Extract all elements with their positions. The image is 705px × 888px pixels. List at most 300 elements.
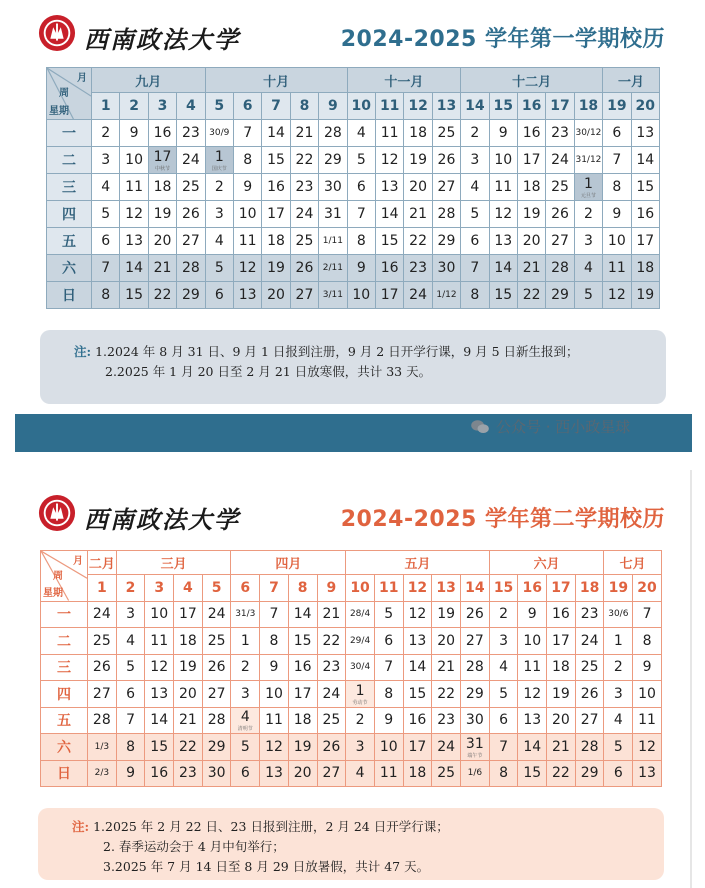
week-number: 5 bbox=[205, 93, 233, 120]
date-cell: 16 bbox=[375, 255, 403, 282]
date-cell: 9 bbox=[518, 601, 547, 628]
date-cell: 8 bbox=[260, 628, 289, 655]
week-number: 4 bbox=[177, 93, 205, 120]
date-cell: 15 bbox=[288, 628, 317, 655]
date-cell: 16 bbox=[145, 760, 174, 787]
weekday-label: 四 bbox=[47, 201, 92, 228]
date-cell: 30 bbox=[202, 760, 231, 787]
week-number: 16 bbox=[518, 575, 547, 602]
month-header: 二月 bbox=[88, 551, 117, 575]
note-text: 3.2025 年 7 月 14 日至 8 月 29 日放暑假，共计 47 天。 bbox=[103, 859, 430, 874]
date-cell: 9 bbox=[489, 120, 517, 147]
date-cell: 22 bbox=[404, 228, 432, 255]
semester1-notes bbox=[40, 330, 666, 404]
holiday-label: 端午节 bbox=[467, 752, 483, 759]
date-cell: 13 bbox=[403, 628, 432, 655]
holiday-label: 国庆节 bbox=[211, 166, 227, 172]
holiday-date-cell bbox=[205, 147, 233, 174]
date-cell: 2 bbox=[574, 201, 602, 228]
date-cell: 28 bbox=[177, 255, 205, 282]
date-cell: 3 bbox=[205, 201, 233, 228]
date-cell: 25 bbox=[177, 174, 205, 201]
week-number: 15 bbox=[489, 93, 517, 120]
month-header-row bbox=[47, 68, 660, 93]
date-cell: 5 bbox=[92, 201, 120, 228]
date-cell: 14 bbox=[403, 654, 432, 681]
date-cell: 3 bbox=[461, 147, 489, 174]
month-header: 十一月 bbox=[347, 68, 461, 93]
date-cell: 29/4 bbox=[346, 628, 375, 655]
corner-label-month: 月 bbox=[73, 556, 83, 567]
date-cell: 24 bbox=[177, 147, 205, 174]
date-cell: 5 bbox=[205, 255, 233, 282]
date-cell: 27 bbox=[202, 681, 231, 708]
watermark bbox=[470, 416, 630, 437]
date-cell: 19 bbox=[288, 734, 317, 761]
week-number: 9 bbox=[319, 93, 347, 120]
week-number: 1 bbox=[88, 575, 117, 602]
date-cell: 12 bbox=[403, 601, 432, 628]
date-cell: 24 bbox=[575, 628, 604, 655]
date-cell: 30 bbox=[432, 255, 460, 282]
weekday-label: 五 bbox=[47, 228, 92, 255]
university-logo-icon bbox=[38, 494, 76, 532]
date-cell: 10 bbox=[603, 228, 631, 255]
date-cell: 31 bbox=[319, 201, 347, 228]
date-cell: 25 bbox=[546, 174, 574, 201]
date-cell: 28 bbox=[319, 120, 347, 147]
date-cell: 28 bbox=[88, 707, 117, 734]
week-number: 4 bbox=[174, 575, 203, 602]
date-cell: 28/4 bbox=[346, 601, 375, 628]
date-cell: 10 bbox=[145, 601, 174, 628]
note-text: 1.2025 年 2 月 22 日、23 日报到注册，2 月 24 日开学行课； bbox=[89, 819, 449, 834]
weekday-label: 日 bbox=[41, 760, 88, 787]
holiday-date-cell bbox=[148, 147, 176, 174]
date-cell: 15 bbox=[518, 760, 547, 787]
date-cell: 30 bbox=[460, 707, 489, 734]
note-label: 注: bbox=[72, 819, 90, 834]
date-cell: 12 bbox=[120, 201, 148, 228]
week-number: 19 bbox=[604, 575, 633, 602]
holiday-date-cell bbox=[231, 707, 260, 734]
date-cell: 19 bbox=[432, 601, 461, 628]
date-cell: 17 bbox=[517, 147, 545, 174]
date-cell: 10 bbox=[374, 734, 403, 761]
note-line bbox=[72, 857, 664, 877]
month-header: 五月 bbox=[346, 551, 490, 575]
date-cell: 30/9 bbox=[205, 120, 233, 147]
date-cell: 2 bbox=[205, 174, 233, 201]
date-cell: 8 bbox=[347, 228, 375, 255]
date-cell: 17 bbox=[288, 681, 317, 708]
date-cell: 13 bbox=[631, 120, 659, 147]
corner-label-month: 月 bbox=[77, 73, 87, 84]
date-cell: 21 bbox=[404, 201, 432, 228]
university-logo-icon bbox=[38, 14, 76, 52]
holiday-date-cell bbox=[460, 734, 489, 761]
date-cell: 18 bbox=[403, 760, 432, 787]
weekday-label: 三 bbox=[41, 654, 88, 681]
date-cell: 4 bbox=[116, 628, 145, 655]
weekday-label: 日 bbox=[47, 282, 92, 309]
date-cell: 5 bbox=[461, 201, 489, 228]
date-cell: 9 bbox=[603, 201, 631, 228]
month-header: 七月 bbox=[604, 551, 661, 575]
weekday-row bbox=[47, 174, 660, 201]
date-cell: 29 bbox=[177, 282, 205, 309]
month-header: 三月 bbox=[116, 551, 231, 575]
date-cell: 21 bbox=[432, 654, 461, 681]
date-cell: 8 bbox=[461, 282, 489, 309]
corner-cell bbox=[41, 551, 88, 602]
date-cell: 16 bbox=[148, 120, 176, 147]
date-cell: 29 bbox=[202, 734, 231, 761]
university-name: 西南政法大学 bbox=[84, 25, 240, 54]
date-cell: 10 bbox=[633, 681, 662, 708]
corner-label-week: 周 bbox=[59, 88, 69, 99]
date-cell: 23 bbox=[432, 707, 461, 734]
date-cell: 13 bbox=[145, 681, 174, 708]
date-cell: 1/12 bbox=[432, 282, 460, 309]
date-cell: 7 bbox=[603, 147, 631, 174]
date-cell: 4 bbox=[347, 120, 375, 147]
date-cell: 1/11 bbox=[319, 228, 347, 255]
calendar-title: 2024-2025 学年第二学期校历 bbox=[340, 507, 665, 532]
date-cell: 19 bbox=[517, 201, 545, 228]
date-cell: 10 bbox=[489, 147, 517, 174]
date-cell: 4 bbox=[604, 707, 633, 734]
date-cell: 25 bbox=[432, 120, 460, 147]
weekday-label: 一 bbox=[41, 601, 88, 628]
date-cell: 17 bbox=[375, 282, 403, 309]
date-cell: 12 bbox=[233, 255, 261, 282]
date-cell: 20 bbox=[517, 228, 545, 255]
week-number: 11 bbox=[374, 575, 403, 602]
semester2-header bbox=[0, 494, 705, 534]
date-cell: 13 bbox=[233, 282, 261, 309]
week-number: 11 bbox=[375, 93, 403, 120]
date-cell: 30/4 bbox=[346, 654, 375, 681]
date-cell: 5 bbox=[574, 282, 602, 309]
date-cell: 19 bbox=[631, 282, 659, 309]
date-cell: 4 bbox=[574, 255, 602, 282]
date-cell: 13 bbox=[633, 760, 662, 787]
date-cell: 1 bbox=[604, 628, 633, 655]
week-number: 20 bbox=[631, 93, 659, 120]
date-cell: 16 bbox=[403, 707, 432, 734]
date-cell: 17 bbox=[174, 601, 203, 628]
date-cell: 27 bbox=[317, 760, 346, 787]
week-number: 9 bbox=[317, 575, 346, 602]
date-cell: 25 bbox=[575, 654, 604, 681]
date-cell: 22 bbox=[290, 147, 318, 174]
date-cell: 12 bbox=[603, 282, 631, 309]
date-cell: 20 bbox=[148, 228, 176, 255]
date-cell: 8 bbox=[633, 628, 662, 655]
date-cell: 24 bbox=[404, 282, 432, 309]
date-cell: 26 bbox=[202, 654, 231, 681]
date-cell: 3 bbox=[489, 628, 518, 655]
date-cell: 13 bbox=[518, 707, 547, 734]
date-cell: 2 bbox=[231, 654, 260, 681]
date-cell: 12 bbox=[633, 734, 662, 761]
date-cell: 28 bbox=[432, 201, 460, 228]
week-number: 8 bbox=[290, 93, 318, 120]
weekday-label: 一 bbox=[47, 120, 92, 147]
date-cell: 1/6 bbox=[460, 760, 489, 787]
date-cell: 18 bbox=[288, 707, 317, 734]
date-cell: 27 bbox=[177, 228, 205, 255]
week-number: 18 bbox=[575, 575, 604, 602]
week-number: 14 bbox=[460, 575, 489, 602]
date-cell: 8 bbox=[603, 174, 631, 201]
date-cell: 24 bbox=[88, 601, 117, 628]
week-number: 3 bbox=[148, 93, 176, 120]
weekday-label: 五 bbox=[41, 707, 88, 734]
date-cell: 12 bbox=[518, 681, 547, 708]
date-cell: 5 bbox=[347, 147, 375, 174]
date-number: 1 bbox=[214, 149, 224, 165]
date-cell: 8 bbox=[92, 282, 120, 309]
date-cell: 22 bbox=[517, 282, 545, 309]
holiday-date-cell bbox=[346, 681, 375, 708]
date-cell: 25 bbox=[432, 760, 461, 787]
date-cell: 6 bbox=[603, 120, 631, 147]
date-cell: 9 bbox=[633, 654, 662, 681]
date-cell: 27 bbox=[460, 628, 489, 655]
date-cell: 16 bbox=[547, 601, 576, 628]
date-cell: 18 bbox=[404, 120, 432, 147]
date-cell: 23 bbox=[174, 760, 203, 787]
date-cell: 11 bbox=[233, 228, 261, 255]
weekday-row bbox=[47, 228, 660, 255]
corner-label-weekday: 星期 bbox=[43, 587, 63, 599]
date-cell: 8 bbox=[233, 147, 261, 174]
week-number: 12 bbox=[403, 575, 432, 602]
holiday-label: 中秋节 bbox=[154, 166, 170, 172]
date-cell: 10 bbox=[347, 282, 375, 309]
date-cell: 11 bbox=[374, 760, 403, 787]
date-cell: 4 bbox=[346, 760, 375, 787]
weekday-row bbox=[41, 760, 662, 787]
semester2-notes bbox=[38, 808, 664, 880]
date-cell: 22 bbox=[317, 628, 346, 655]
date-cell: 23 bbox=[177, 120, 205, 147]
date-cell: 5 bbox=[116, 654, 145, 681]
date-cell: 29 bbox=[575, 760, 604, 787]
date-cell: 24 bbox=[432, 734, 461, 761]
date-cell: 1 bbox=[231, 628, 260, 655]
date-cell: 24 bbox=[546, 147, 574, 174]
date-cell: 11 bbox=[633, 707, 662, 734]
date-cell: 6 bbox=[374, 628, 403, 655]
date-cell: 20 bbox=[288, 760, 317, 787]
date-cell: 25 bbox=[202, 628, 231, 655]
date-cell: 19 bbox=[174, 654, 203, 681]
date-cell: 13 bbox=[375, 174, 403, 201]
weekday-row bbox=[47, 255, 660, 282]
date-cell: 9 bbox=[116, 760, 145, 787]
date-cell: 20 bbox=[547, 707, 576, 734]
date-cell: 15 bbox=[120, 282, 148, 309]
date-cell: 11 bbox=[489, 174, 517, 201]
date-cell: 18 bbox=[148, 174, 176, 201]
date-cell: 2/11 bbox=[319, 255, 347, 282]
date-cell: 8 bbox=[374, 681, 403, 708]
date-cell: 6 bbox=[461, 228, 489, 255]
semester1-calendar-table bbox=[46, 67, 660, 309]
week-number: 14 bbox=[461, 93, 489, 120]
date-cell: 21 bbox=[547, 734, 576, 761]
date-cell: 17 bbox=[403, 734, 432, 761]
date-cell: 10 bbox=[518, 628, 547, 655]
date-cell: 26 bbox=[432, 147, 460, 174]
month-header: 十月 bbox=[205, 68, 347, 93]
date-cell: 21 bbox=[290, 120, 318, 147]
university-name: 西南政法大学 bbox=[84, 505, 240, 534]
date-cell: 26 bbox=[177, 201, 205, 228]
weekday-row bbox=[41, 654, 662, 681]
weekday-row bbox=[47, 120, 660, 147]
date-cell: 9 bbox=[347, 255, 375, 282]
date-cell: 6 bbox=[604, 760, 633, 787]
date-cell: 19 bbox=[148, 201, 176, 228]
weekday-row bbox=[41, 601, 662, 628]
corner-label-week: 周 bbox=[53, 571, 63, 582]
date-cell: 14 bbox=[120, 255, 148, 282]
week-number: 6 bbox=[231, 575, 260, 602]
date-cell: 30/6 bbox=[604, 601, 633, 628]
date-cell: 26 bbox=[88, 654, 117, 681]
date-cell: 20 bbox=[404, 174, 432, 201]
week-number: 8 bbox=[288, 575, 317, 602]
week-number: 2 bbox=[120, 93, 148, 120]
date-cell: 15 bbox=[145, 734, 174, 761]
date-cell: 27 bbox=[575, 707, 604, 734]
date-cell: 29 bbox=[546, 282, 574, 309]
date-cell: 12 bbox=[489, 201, 517, 228]
date-cell: 6 bbox=[347, 174, 375, 201]
date-cell: 26 bbox=[317, 734, 346, 761]
date-cell: 15 bbox=[403, 681, 432, 708]
month-header: 四月 bbox=[231, 551, 346, 575]
date-cell: 3 bbox=[92, 147, 120, 174]
weekday-label: 三 bbox=[47, 174, 92, 201]
week-number: 13 bbox=[432, 575, 461, 602]
week-number: 18 bbox=[574, 93, 602, 120]
date-cell: 27 bbox=[546, 228, 574, 255]
holiday-label: 元旦节 bbox=[580, 193, 596, 199]
week-number: 12 bbox=[404, 93, 432, 120]
note-line bbox=[72, 817, 664, 837]
date-cell: 19 bbox=[262, 255, 290, 282]
date-cell: 21 bbox=[148, 255, 176, 282]
date-cell: 12 bbox=[375, 147, 403, 174]
date-cell: 18 bbox=[174, 628, 203, 655]
week-number: 1 bbox=[92, 93, 120, 120]
date-cell: 18 bbox=[547, 654, 576, 681]
date-number: 4 bbox=[240, 709, 250, 726]
date-cell: 12 bbox=[145, 654, 174, 681]
date-cell: 15 bbox=[631, 174, 659, 201]
date-cell: 9 bbox=[260, 654, 289, 681]
date-cell: 6 bbox=[116, 681, 145, 708]
week-number: 5 bbox=[202, 575, 231, 602]
date-cell: 24 bbox=[202, 601, 231, 628]
date-cell: 25 bbox=[290, 228, 318, 255]
date-cell: 9 bbox=[233, 174, 261, 201]
date-cell: 3 bbox=[574, 228, 602, 255]
date-cell: 7 bbox=[374, 654, 403, 681]
date-number: 1 bbox=[583, 176, 593, 192]
weekday-label: 六 bbox=[47, 255, 92, 282]
note-text: 1.2024 年 8 月 31 日、9 月 1 日报到注册，9 月 2 日开学行课，9 月 5 日新生报到； bbox=[91, 344, 579, 359]
date-cell: 13 bbox=[260, 760, 289, 787]
date-cell: 20 bbox=[262, 282, 290, 309]
date-cell: 21 bbox=[174, 707, 203, 734]
date-cell: 6 bbox=[489, 707, 518, 734]
date-cell: 19 bbox=[547, 681, 576, 708]
date-cell: 5 bbox=[374, 601, 403, 628]
date-cell: 18 bbox=[262, 228, 290, 255]
date-cell: 13 bbox=[120, 228, 148, 255]
date-cell: 26 bbox=[290, 255, 318, 282]
date-cell: 20 bbox=[432, 628, 461, 655]
date-cell: 15 bbox=[262, 147, 290, 174]
date-cell: 27 bbox=[290, 282, 318, 309]
week-number: 3 bbox=[145, 575, 174, 602]
date-cell: 17 bbox=[262, 201, 290, 228]
date-cell: 4 bbox=[92, 174, 120, 201]
week-number: 7 bbox=[260, 575, 289, 602]
date-cell: 21 bbox=[317, 601, 346, 628]
date-cell: 5 bbox=[231, 734, 260, 761]
date-cell: 29 bbox=[319, 147, 347, 174]
weekday-label: 二 bbox=[47, 147, 92, 174]
date-cell: 23 bbox=[404, 255, 432, 282]
date-cell: 12 bbox=[260, 734, 289, 761]
date-cell: 29 bbox=[432, 228, 460, 255]
date-cell: 4 bbox=[461, 174, 489, 201]
date-cell: 28 bbox=[546, 255, 574, 282]
date-cell: 2 bbox=[604, 654, 633, 681]
date-cell: 31/12 bbox=[574, 147, 602, 174]
date-cell: 15 bbox=[489, 282, 517, 309]
weekday-label: 六 bbox=[41, 734, 88, 761]
date-cell: 28 bbox=[460, 654, 489, 681]
date-cell: 24 bbox=[290, 201, 318, 228]
date-cell: 6 bbox=[92, 228, 120, 255]
week-number: 17 bbox=[547, 575, 576, 602]
date-cell: 7 bbox=[489, 734, 518, 761]
date-cell: 19 bbox=[404, 147, 432, 174]
date-cell: 11 bbox=[518, 654, 547, 681]
week-number-row bbox=[47, 93, 660, 120]
month-header: 十二月 bbox=[461, 68, 603, 93]
date-cell: 17 bbox=[631, 228, 659, 255]
semester2-calendar-table bbox=[40, 550, 662, 787]
date-cell: 30 bbox=[319, 174, 347, 201]
date-cell: 23 bbox=[290, 174, 318, 201]
date-cell: 26 bbox=[546, 201, 574, 228]
date-cell: 2 bbox=[489, 601, 518, 628]
date-cell: 14 bbox=[145, 707, 174, 734]
date-cell: 7 bbox=[260, 601, 289, 628]
weekday-row bbox=[47, 147, 660, 174]
date-cell: 11 bbox=[603, 255, 631, 282]
week-number: 2 bbox=[116, 575, 145, 602]
